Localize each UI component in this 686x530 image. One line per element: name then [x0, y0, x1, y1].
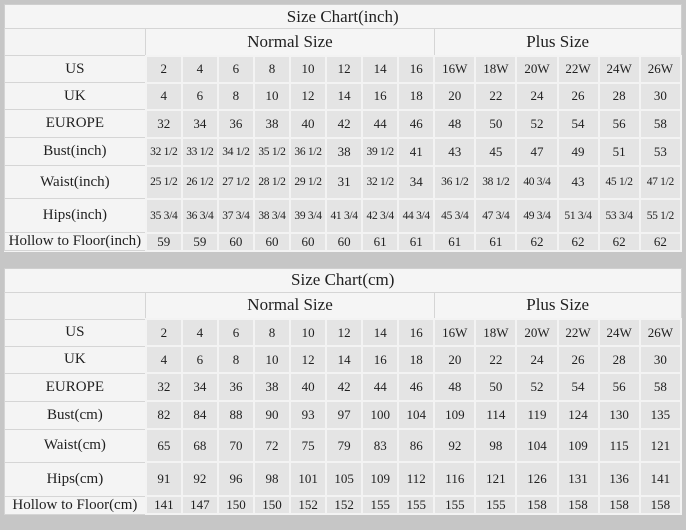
size-cell: 10 [290, 319, 326, 346]
size-cell: 29 1/2 [290, 166, 326, 199]
size-cell: 51 [599, 138, 640, 166]
size-cell: 4 [146, 83, 182, 110]
size-cell: 52 [516, 373, 557, 401]
size-chart-inch-table [4, 4, 682, 252]
size-cell: 4 [182, 319, 218, 346]
size-cell: 155 [398, 496, 434, 514]
normal-size-header: Normal Size [146, 292, 435, 319]
size-cell: 36 [218, 110, 254, 138]
size-cell: 55 1/2 [640, 199, 681, 233]
size-cell: 18 [398, 346, 434, 373]
size-cell: 54 [558, 110, 599, 138]
size-cell: 135 [640, 401, 681, 429]
size-cell: 84 [182, 401, 218, 429]
size-cell: 105 [326, 462, 362, 496]
size-cell: 100 [362, 401, 398, 429]
size-cell: 28 [599, 346, 640, 373]
size-cell: 75 [290, 429, 326, 462]
size-cell: 54 [558, 373, 599, 401]
size-cell: 32 1/2 [146, 138, 182, 166]
size-cell: 20 [434, 83, 475, 110]
row-label: Hips(cm) [5, 462, 146, 496]
size-cell: 28 1/2 [254, 166, 290, 199]
table-row [5, 462, 682, 496]
size-cell: 22 [475, 346, 516, 373]
size-cell: 20W [516, 56, 557, 83]
size-cell: 36 1/2 [290, 138, 326, 166]
size-cell: 40 [290, 373, 326, 401]
size-cell: 40 3/4 [516, 166, 557, 199]
size-cell: 61 [434, 233, 475, 251]
size-cell: 158 [599, 496, 640, 514]
size-cell: 41 3/4 [326, 199, 362, 233]
row-label: Bust(inch) [5, 138, 146, 166]
size-cell: 56 [599, 373, 640, 401]
size-cell: 31 [326, 166, 362, 199]
size-cell: 38 [254, 373, 290, 401]
table-row [5, 233, 682, 251]
size-cell: 92 [182, 462, 218, 496]
size-cell: 48 [434, 110, 475, 138]
size-cell: 109 [434, 401, 475, 429]
size-cell: 72 [254, 429, 290, 462]
size-cell: 124 [558, 401, 599, 429]
size-cell: 16 [398, 56, 434, 83]
size-cell: 155 [362, 496, 398, 514]
size-cell: 8 [254, 56, 290, 83]
size-cell: 10 [254, 346, 290, 373]
size-cell: 38 3/4 [254, 199, 290, 233]
row-label: UK [5, 83, 146, 110]
size-cell: 130 [599, 401, 640, 429]
size-cell: 40 [290, 110, 326, 138]
size-cell: 44 3/4 [398, 199, 434, 233]
size-cell: 59 [146, 233, 182, 251]
size-cell: 33 1/2 [182, 138, 218, 166]
size-cell: 116 [434, 462, 475, 496]
size-cell: 88 [218, 401, 254, 429]
size-cell: 47 1/2 [640, 166, 681, 199]
size-chart-cm-table [4, 268, 682, 516]
size-cell: 18W [475, 319, 516, 346]
size-cell: 147 [182, 496, 218, 514]
size-cell: 43 [558, 166, 599, 199]
size-cell: 36 3/4 [182, 199, 218, 233]
size-cell: 119 [516, 401, 557, 429]
size-cell: 16W [434, 319, 475, 346]
size-cell: 16 [362, 346, 398, 373]
table-row [5, 429, 682, 462]
size-cell: 8 [218, 83, 254, 110]
size-cell: 104 [516, 429, 557, 462]
table-row [5, 199, 682, 233]
size-cell: 45 3/4 [434, 199, 475, 233]
size-cell: 152 [290, 496, 326, 514]
size-cell: 44 [362, 110, 398, 138]
size-cell: 121 [640, 429, 681, 462]
size-cell: 155 [434, 496, 475, 514]
size-cell: 98 [475, 429, 516, 462]
size-cell: 39 3/4 [290, 199, 326, 233]
size-cell: 62 [599, 233, 640, 251]
size-cell: 34 [182, 110, 218, 138]
size-cell: 62 [640, 233, 681, 251]
size-cell: 115 [599, 429, 640, 462]
table-title: Size Chart(cm) [5, 268, 682, 292]
size-cell: 126 [516, 462, 557, 496]
size-cell: 2 [146, 319, 182, 346]
size-cell: 96 [218, 462, 254, 496]
size-cell: 34 1/2 [218, 138, 254, 166]
table-row [5, 496, 682, 514]
size-cell: 58 [640, 373, 681, 401]
size-cell: 61 [398, 233, 434, 251]
size-cell: 42 3/4 [362, 199, 398, 233]
size-cell: 27 1/2 [218, 166, 254, 199]
size-cell: 46 [398, 373, 434, 401]
size-cell: 68 [182, 429, 218, 462]
size-cell: 8 [254, 319, 290, 346]
size-cell: 26W [640, 56, 681, 83]
size-cell: 36 [218, 373, 254, 401]
row-label: Hips(inch) [5, 199, 146, 233]
size-cell: 62 [558, 233, 599, 251]
size-cell: 38 1/2 [475, 166, 516, 199]
size-cell: 50 [475, 373, 516, 401]
size-cell: 62 [516, 233, 557, 251]
size-cell: 30 [640, 83, 681, 110]
size-cell: 24 [516, 346, 557, 373]
row-label: US [5, 56, 146, 83]
size-cell: 43 [434, 138, 475, 166]
size-cell: 6 [182, 346, 218, 373]
size-cell: 38 [254, 110, 290, 138]
size-cell: 2 [146, 56, 182, 83]
size-cell: 158 [558, 496, 599, 514]
size-cell: 59 [182, 233, 218, 251]
group-header-spacer [5, 292, 146, 319]
table-row [5, 346, 682, 373]
row-label: EUROPE [5, 110, 146, 138]
size-cell: 48 [434, 373, 475, 401]
size-cell: 24W [599, 56, 640, 83]
size-cell: 22W [558, 319, 599, 346]
table-row [5, 110, 682, 138]
size-cell: 61 [362, 233, 398, 251]
table-title: Size Chart(inch) [5, 5, 682, 29]
size-cell: 53 [640, 138, 681, 166]
size-cell: 150 [218, 496, 254, 514]
table-row [5, 373, 682, 401]
group-header-spacer [5, 29, 146, 56]
size-cell: 83 [362, 429, 398, 462]
row-label: Hollow to Floor(inch) [5, 233, 146, 251]
size-cell: 14 [362, 319, 398, 346]
size-cell: 98 [254, 462, 290, 496]
size-cell: 158 [516, 496, 557, 514]
size-cell: 52 [516, 110, 557, 138]
size-cell: 12 [290, 83, 326, 110]
size-cell: 10 [254, 83, 290, 110]
size-cell: 121 [475, 462, 516, 496]
size-cell: 24W [599, 319, 640, 346]
table-row [5, 166, 682, 199]
size-cell: 82 [146, 401, 182, 429]
size-cell: 35 3/4 [146, 199, 182, 233]
size-cell: 91 [146, 462, 182, 496]
size-cell: 14 [362, 56, 398, 83]
size-cell: 49 [558, 138, 599, 166]
size-cell: 109 [362, 462, 398, 496]
size-cell: 26 [558, 346, 599, 373]
size-cell: 42 [326, 373, 362, 401]
size-cell: 44 [362, 373, 398, 401]
table-title-row [5, 5, 682, 29]
size-cell: 155 [475, 496, 516, 514]
size-cell: 49 3/4 [516, 199, 557, 233]
size-cell: 24 [516, 83, 557, 110]
size-cell: 104 [398, 401, 434, 429]
size-cell: 32 [146, 110, 182, 138]
size-cell: 39 1/2 [362, 138, 398, 166]
row-label: Waist(cm) [5, 429, 146, 462]
size-cell: 12 [326, 319, 362, 346]
table-title-row [5, 268, 682, 292]
size-cell: 90 [254, 401, 290, 429]
group-header-row [5, 292, 682, 319]
row-label: US [5, 319, 146, 346]
size-cell: 25 1/2 [146, 166, 182, 199]
size-cell: 53 3/4 [599, 199, 640, 233]
row-label: UK [5, 346, 146, 373]
size-cell: 70 [218, 429, 254, 462]
table-row [5, 401, 682, 429]
row-label: Hollow to Floor(cm) [5, 496, 146, 514]
size-cell: 60 [254, 233, 290, 251]
size-cell: 18 [398, 83, 434, 110]
size-cell: 6 [182, 83, 218, 110]
size-cell: 32 1/2 [362, 166, 398, 199]
size-cell: 60 [326, 233, 362, 251]
size-cell: 136 [599, 462, 640, 496]
size-cell: 4 [182, 56, 218, 83]
size-cell: 42 [326, 110, 362, 138]
size-cell: 45 [475, 138, 516, 166]
plus-size-header: Plus Size [434, 292, 681, 319]
size-cell: 93 [290, 401, 326, 429]
size-cell: 50 [475, 110, 516, 138]
size-cell: 47 3/4 [475, 199, 516, 233]
size-cell: 32 [146, 373, 182, 401]
table-row [5, 83, 682, 110]
size-cell: 114 [475, 401, 516, 429]
row-label: EUROPE [5, 373, 146, 401]
size-cell: 30 [640, 346, 681, 373]
size-cell: 51 3/4 [558, 199, 599, 233]
size-cell: 28 [599, 83, 640, 110]
size-cell: 8 [218, 346, 254, 373]
size-cell: 20W [516, 319, 557, 346]
size-cell: 60 [218, 233, 254, 251]
size-cell: 12 [326, 56, 362, 83]
size-cell: 45 1/2 [599, 166, 640, 199]
size-cell: 141 [640, 462, 681, 496]
size-cell: 56 [599, 110, 640, 138]
size-cell: 101 [290, 462, 326, 496]
normal-size-header: Normal Size [146, 29, 435, 56]
size-cell: 46 [398, 110, 434, 138]
size-cell: 14 [326, 346, 362, 373]
size-cell: 4 [146, 346, 182, 373]
size-cell: 109 [558, 429, 599, 462]
size-cell: 65 [146, 429, 182, 462]
size-cell: 6 [218, 319, 254, 346]
group-header-row [5, 29, 682, 56]
size-cell: 152 [326, 496, 362, 514]
size-cell: 26 [558, 83, 599, 110]
size-cell: 141 [146, 496, 182, 514]
table-row [5, 56, 682, 83]
size-cell: 35 1/2 [254, 138, 290, 166]
size-cell: 158 [640, 496, 681, 514]
size-cell: 26 1/2 [182, 166, 218, 199]
size-cell: 22W [558, 56, 599, 83]
plus-size-header: Plus Size [434, 29, 681, 56]
table-row [5, 319, 682, 346]
row-label: Waist(inch) [5, 166, 146, 199]
size-cell: 6 [218, 56, 254, 83]
size-cell: 38 [326, 138, 362, 166]
size-cell: 34 [398, 166, 434, 199]
size-cell: 112 [398, 462, 434, 496]
size-cell: 16 [362, 83, 398, 110]
size-cell: 41 [398, 138, 434, 166]
size-cell: 58 [640, 110, 681, 138]
size-cell: 20 [434, 346, 475, 373]
size-cell: 60 [290, 233, 326, 251]
size-cell: 79 [326, 429, 362, 462]
size-cell: 97 [326, 401, 362, 429]
size-cell: 18W [475, 56, 516, 83]
table-row [5, 138, 682, 166]
size-cell: 37 3/4 [218, 199, 254, 233]
size-cell: 26W [640, 319, 681, 346]
size-cell: 14 [326, 83, 362, 110]
row-label: Bust(cm) [5, 401, 146, 429]
size-cell: 131 [558, 462, 599, 496]
size-cell: 47 [516, 138, 557, 166]
size-cell: 16W [434, 56, 475, 83]
size-cell: 34 [182, 373, 218, 401]
size-cell: 92 [434, 429, 475, 462]
size-cell: 10 [290, 56, 326, 83]
size-cell: 12 [290, 346, 326, 373]
size-cell: 22 [475, 83, 516, 110]
size-cell: 61 [475, 233, 516, 251]
size-cell: 150 [254, 496, 290, 514]
size-cell: 86 [398, 429, 434, 462]
size-cell: 16 [398, 319, 434, 346]
size-cell: 36 1/2 [434, 166, 475, 199]
